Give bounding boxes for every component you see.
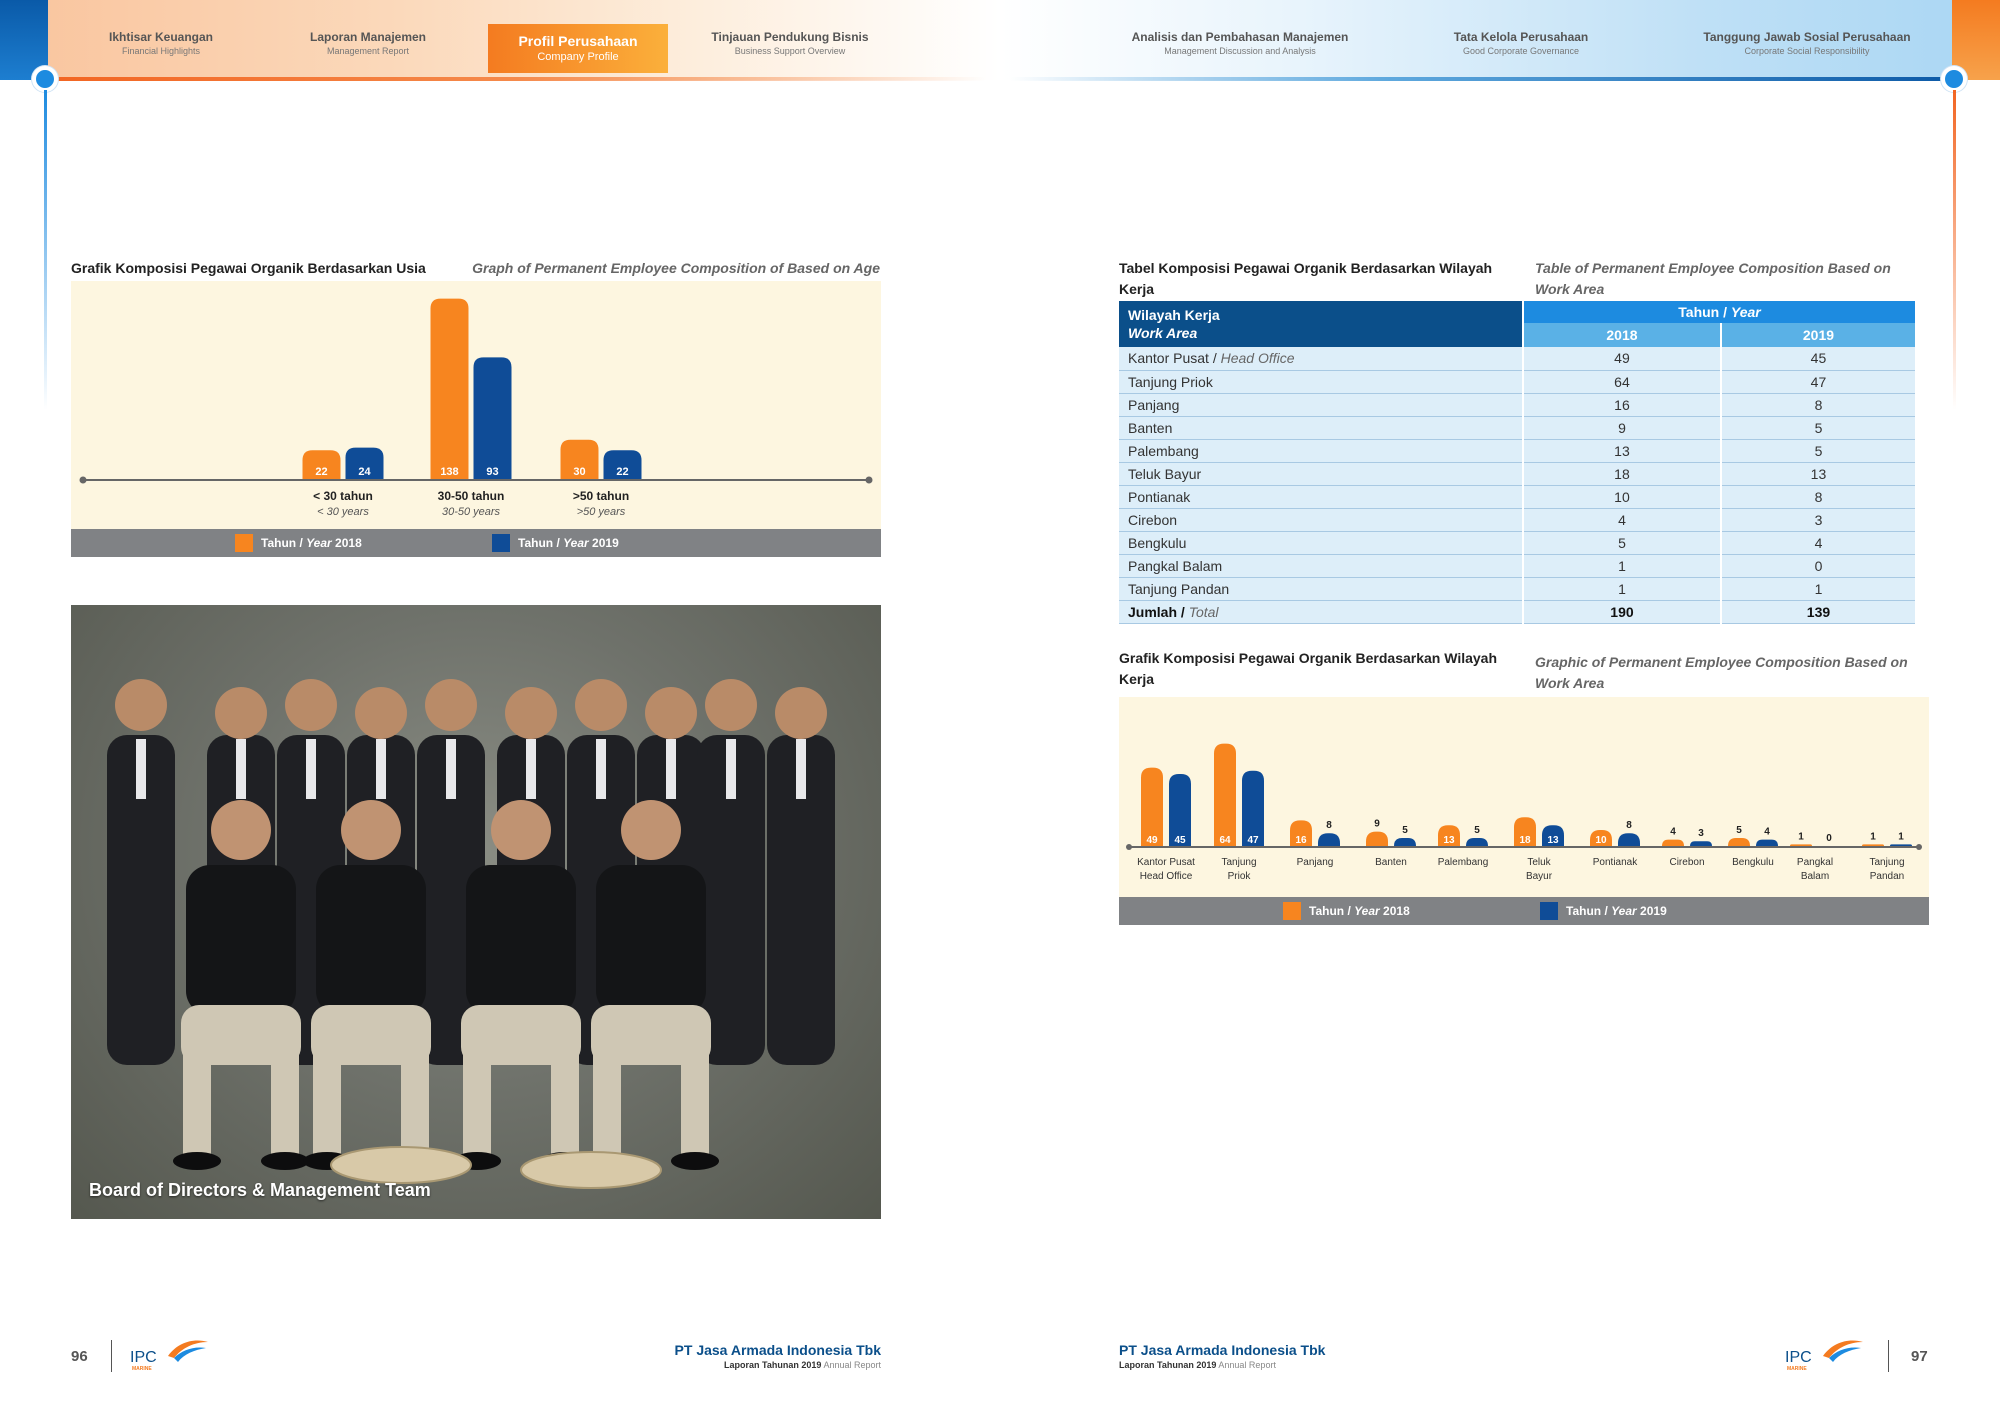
person-leg [313, 1055, 341, 1155]
nav-item-gcg[interactable] [1411, 30, 1631, 56]
person-shirt [666, 739, 676, 799]
nav-label: Profil Perusahaan [518, 33, 638, 49]
person-head [285, 679, 337, 731]
total-label: Jumlah [1128, 603, 1178, 620]
bar-value-label: 22 [616, 466, 629, 478]
table-row [1119, 577, 1915, 600]
person-shirt [596, 739, 606, 799]
table-row [1119, 439, 1915, 462]
table-title-en: Table of Permanent Employee Composition Based on Work Area [1535, 260, 1891, 297]
bar-value-label: 4 [1764, 826, 1770, 838]
nav-item-business-support[interactable] [680, 30, 900, 56]
bar-2019 [1690, 841, 1712, 846]
axis-end-dot [1916, 844, 1922, 850]
legend-prefix: Tahun / [261, 536, 303, 550]
bar-value-label: 30 [573, 466, 586, 478]
report-year: 2019 [1196, 1360, 1217, 1370]
legend-prefix: Tahun / [1566, 904, 1608, 918]
legend-year: 2019 [592, 536, 619, 550]
table-row [1119, 393, 1915, 416]
nav-item-financial-highlights[interactable] [51, 30, 271, 56]
legend-swatch-2018 [235, 534, 253, 552]
age-chart-legend [71, 529, 881, 557]
bar-value-label: 138 [440, 466, 459, 478]
bar-value-label: 64 [1219, 835, 1231, 846]
area-cell [1119, 370, 1523, 393]
bar-2019 [1466, 838, 1488, 846]
footer-separator-left [111, 1340, 112, 1372]
table-row [1119, 416, 1915, 439]
area-cell [1119, 416, 1523, 439]
category-label: Cirebon [1669, 857, 1705, 868]
col-header-year-id: Tahun / [1678, 304, 1731, 320]
table-row [1119, 462, 1915, 485]
person-shirt [446, 739, 456, 799]
value-2018: 1 [1523, 577, 1721, 600]
total-2018: 190 [1523, 600, 1721, 623]
table-row [1119, 554, 1915, 577]
bar-value-label: 47 [1247, 835, 1259, 846]
axis-end-dot [866, 477, 873, 484]
total-cell [1119, 600, 1523, 623]
logo-text: IPC [1785, 1349, 1812, 1366]
bar-value-label: 0 [1826, 833, 1832, 844]
legend-year: 2019 [1640, 904, 1667, 918]
area-name: Palembang [1128, 442, 1199, 459]
person-shirt-black [466, 865, 576, 1015]
category-label: Panjang [1296, 857, 1334, 868]
bar-2019 [1618, 833, 1640, 846]
bar-value-label: 5 [1402, 825, 1408, 836]
person-shirt [376, 739, 386, 799]
bar-value-label: 24 [358, 466, 371, 478]
legend-item-2018 [235, 534, 362, 552]
value-2018: 5 [1523, 531, 1721, 554]
bar-value-label: 45 [1174, 835, 1186, 846]
person-shirt-black [186, 865, 296, 1015]
category-label: 30-50 tahun [437, 489, 505, 503]
col-header-area-id: Wilayah Kerja [1128, 307, 1220, 323]
category-label: Palembang [1437, 857, 1489, 868]
value-2019: 1 [1721, 577, 1915, 600]
group-photo-illustration [71, 605, 881, 1219]
value-2019: 5 [1721, 416, 1915, 439]
table-row [1119, 370, 1915, 393]
bar-value-label: 8 [1326, 820, 1332, 832]
age-chart [71, 281, 881, 529]
person-leg [183, 1055, 211, 1155]
area-chart-title: Grafik Komposisi Pegawai Organik Berdasarkan Wilayah Kerja [1119, 650, 1498, 687]
age-chart-svg [71, 281, 881, 529]
person-leg [593, 1055, 621, 1155]
bar-2018 [1214, 744, 1236, 846]
person-head [505, 687, 557, 739]
value-2019: 5 [1721, 439, 1915, 462]
bar-value-label: 5 [1474, 825, 1480, 836]
logo-text: IPC [130, 1349, 157, 1366]
logo-subtext: MARINE [1787, 1366, 1807, 1372]
nav-sublabel: Good Corporate Governance [1462, 46, 1580, 56]
person-shoe [671, 1152, 719, 1170]
col-header-2018: 2018 [1523, 323, 1721, 347]
bar-value-label: 4 [1670, 826, 1676, 838]
bar-value-label: 8 [1626, 820, 1632, 832]
area-chart-svg [1119, 697, 1929, 897]
page-number-right: 97 [1911, 1348, 1928, 1365]
category-label: Balam [1800, 871, 1830, 882]
area-chart [1119, 697, 1929, 897]
bar-value-label: 1 [1798, 831, 1804, 843]
nav-label: Ikhtisar Keuangan [108, 30, 214, 44]
person-leg [681, 1055, 709, 1155]
person-head [491, 800, 551, 860]
legend-prefix: Tahun / [1309, 904, 1351, 918]
header-dot-left [32, 66, 58, 92]
area-cell [1119, 393, 1523, 416]
nav-label: Tata Kelola Perusahaan [1453, 30, 1589, 44]
report-year: 2019 [801, 1360, 822, 1370]
category-label-en: < 30 years [317, 506, 369, 518]
value-2019: 4 [1721, 531, 1915, 554]
bar-value-label: 13 [1443, 835, 1455, 846]
category-label: Tanjung [1221, 857, 1257, 868]
person-head [115, 679, 167, 731]
area-cell [1119, 347, 1523, 370]
legend-swatch-2019 [492, 534, 510, 552]
person-head [425, 679, 477, 731]
footer-company-right: PT Jasa Armada Indonesia Tbk [1119, 1342, 1326, 1358]
category-label-en: 30-50 years [441, 506, 501, 518]
footer-company-left: PT Jasa Armada Indonesia Tbk [674, 1342, 881, 1358]
person-head [355, 687, 407, 739]
age-chart-title: Grafik Komposisi Pegawai Organik Berdasarkan Usia [71, 260, 426, 276]
col-header-2019: 2019 [1721, 323, 1915, 347]
bar-2018 [1790, 844, 1812, 846]
area-name: Panjang [1128, 396, 1180, 413]
table-title: Tabel Komposisi Pegawai Organik Berdasarkan Wilayah Kerja [1119, 260, 1493, 297]
category-label: Pontianak [1592, 857, 1638, 868]
area-chart-legend [1119, 897, 1929, 925]
nav-sublabel: Financial Highlights [121, 46, 201, 56]
area-name: Cirebon [1128, 511, 1178, 528]
table-row [1119, 347, 1915, 370]
table-total-row [1119, 600, 1915, 623]
bar-value-label: 49 [1146, 835, 1158, 846]
person-shirt [796, 739, 806, 799]
value-2018: 49 [1523, 347, 1721, 370]
legend-word: Year [563, 536, 589, 550]
area-cell [1119, 462, 1523, 485]
bar-value-label: 22 [315, 466, 328, 478]
bar-value-label: 10 [1595, 835, 1607, 846]
legend-swatch-2018 [1283, 902, 1301, 920]
nav-label: Tinjauan Pendukung Bisnis [711, 30, 869, 44]
nav-label: Laporan Manajemen [309, 30, 427, 44]
nav-label: Analisis dan Pembahasan Manajemen [1131, 30, 1349, 44]
category-label: Kantor Pusat [1137, 857, 1195, 868]
bar-value-label: 5 [1736, 825, 1742, 836]
nav-sublabel: Company Profile [537, 51, 619, 63]
legend-item-2019 [492, 534, 619, 552]
col-header-year [1523, 301, 1915, 323]
area-name: Tanjung Priok [1128, 373, 1213, 390]
category-label: Head Office [1139, 871, 1193, 882]
area-cell [1119, 439, 1523, 462]
age-chart-title-en: Graph of Permanent Employee Composition of Based on Age [472, 260, 880, 276]
person-shirt [236, 739, 246, 799]
value-2018: 1 [1523, 554, 1721, 577]
area-name: Bengkulu [1128, 534, 1187, 551]
value-2019: 3 [1721, 508, 1915, 531]
value-2018: 64 [1523, 370, 1721, 393]
report-en: Annual Report [1218, 1360, 1276, 1370]
person-shoe [173, 1152, 221, 1170]
board-photo [71, 605, 881, 1219]
category-label: >50 tahun [572, 489, 630, 503]
value-2019: 8 [1721, 485, 1915, 508]
area-name: Tanjung Pandan [1128, 580, 1230, 597]
header-dot-right [1941, 66, 1967, 92]
area-cell [1119, 485, 1523, 508]
legend-item-2018 [1283, 902, 1410, 920]
area-cell [1119, 508, 1523, 531]
person-shirt-black [316, 865, 426, 1015]
area-cell [1119, 554, 1523, 577]
bar-2019 [474, 357, 512, 479]
value-2018: 16 [1523, 393, 1721, 416]
bar-value-label: 9 [1374, 818, 1380, 830]
bar-2018 [1862, 844, 1884, 846]
value-2019: 0 [1721, 554, 1915, 577]
bar-2019 [1318, 833, 1340, 846]
bar-2018 [1366, 832, 1388, 846]
person-head [775, 687, 827, 739]
person-leg [551, 1055, 579, 1155]
bar-value-label: 1 [1870, 831, 1876, 843]
nav-sublabel: Management Discussion and Analysis [1164, 46, 1316, 56]
legend-year: 2018 [335, 536, 362, 550]
ipc-marine-logo-left [128, 1336, 208, 1372]
col-header-year-en: Year [1730, 304, 1761, 320]
area-name-en: Head Office [1220, 350, 1295, 367]
table-row [1119, 531, 1915, 554]
category-label: Bengkulu [1732, 857, 1774, 868]
person-shirt-black [596, 865, 706, 1015]
value-2018: 9 [1523, 416, 1721, 439]
nav-item-mda[interactable] [1130, 30, 1350, 56]
legend-word: Year [1354, 904, 1380, 918]
nav-label: Tanggung Jawab Sosial Perusahaan [1703, 30, 1911, 44]
legend-word: Year [1611, 904, 1637, 918]
nav-sublabel: Business Support Overview [734, 46, 846, 56]
person-shoe [261, 1152, 309, 1170]
person-shirt [136, 739, 146, 799]
area-sep: / [1208, 350, 1221, 367]
value-2019: 8 [1721, 393, 1915, 416]
bar-2018 [1728, 838, 1750, 846]
person-leg [271, 1055, 299, 1155]
total-label-en: Total [1188, 603, 1219, 620]
category-label: Pangkal [1796, 857, 1834, 868]
category-label: Banten [1375, 857, 1407, 868]
col-header-area-en: Work Area [1128, 325, 1198, 341]
col-header-area [1119, 301, 1523, 347]
person-head [211, 800, 271, 860]
side-line-left [44, 90, 47, 410]
side-line-right [1953, 90, 1956, 410]
category-label: Priok [1227, 871, 1251, 882]
footer-separator-right [1888, 1340, 1889, 1372]
person-head [645, 687, 697, 739]
person-head [705, 679, 757, 731]
bar-2019 [1756, 840, 1778, 846]
legend-prefix: Tahun / [518, 536, 560, 550]
table-row [1119, 485, 1915, 508]
total-2019: 139 [1721, 600, 1915, 623]
category-label: < 30 tahun [313, 489, 373, 503]
legend-year: 2018 [1383, 904, 1410, 918]
person-leg [401, 1055, 429, 1155]
area-chart-title-en: Graphic of Permanent Employee Composition Based on Work Area [1535, 654, 1908, 691]
legend-swatch-2019 [1540, 902, 1558, 920]
area-name: Pangkal Balam [1128, 557, 1223, 574]
bar-2019 [1890, 844, 1912, 846]
person-leg [463, 1055, 491, 1155]
value-2018: 18 [1523, 462, 1721, 485]
value-2019: 45 [1721, 347, 1915, 370]
category-label: Teluk [1527, 857, 1551, 868]
table-row [1119, 508, 1915, 531]
bar-value-label: 93 [486, 466, 499, 478]
category-label-en: >50 years [576, 506, 626, 518]
area-cell [1119, 531, 1523, 554]
area-name: Kantor Pusat [1128, 350, 1209, 367]
logo-subtext: MARINE [132, 1366, 152, 1372]
bar-2018 [431, 299, 469, 479]
report-label: Laporan Tahunan [1119, 1360, 1194, 1370]
person-head [341, 800, 401, 860]
area-name: Teluk Bayur [1128, 465, 1202, 482]
person-head [575, 679, 627, 731]
person-shirt [306, 739, 316, 799]
header-line-right [1010, 77, 1950, 81]
report-label: Laporan Tahunan [724, 1360, 799, 1370]
category-label: Bayur [1525, 871, 1553, 882]
report-en: Annual Report [823, 1360, 881, 1370]
work-area-table [1119, 301, 1915, 624]
photo-caption: Board of Directors & Management Team [89, 1180, 431, 1200]
bar-value-label: 1 [1898, 831, 1904, 843]
area-name: Pontianak [1128, 488, 1191, 505]
nav-sublabel: Corporate Social Responsibility [1744, 46, 1870, 56]
person-shirt [726, 739, 736, 799]
ipc-marine-logo-right [1783, 1336, 1863, 1372]
area-name: Banten [1128, 419, 1173, 436]
axis-end-dot [80, 477, 87, 484]
nav-item-company-profile[interactable] [488, 24, 668, 73]
category-label: Tanjung [1869, 857, 1905, 868]
header-line-left [46, 77, 986, 81]
nav-item-management-report[interactable] [258, 30, 478, 56]
value-2019: 13 [1721, 462, 1915, 485]
value-2018: 13 [1523, 439, 1721, 462]
page-number-left: 96 [71, 1348, 88, 1365]
axis-end-dot [1126, 844, 1132, 850]
value-2018: 10 [1523, 485, 1721, 508]
footer-report-right [1119, 1360, 1276, 1370]
bar-value-label: 13 [1547, 835, 1559, 846]
legend-word: Year [306, 536, 332, 550]
legend-item-2019 [1540, 902, 1667, 920]
value-2018: 4 [1523, 508, 1721, 531]
person-shirt [526, 739, 536, 799]
category-label: Pandan [1869, 871, 1905, 882]
person-head [621, 800, 681, 860]
person-head [215, 687, 267, 739]
bar-value-label: 3 [1698, 828, 1704, 840]
value-2019: 47 [1721, 370, 1915, 393]
nav-sublabel: Management Report [326, 46, 410, 56]
total-sep: / [1177, 603, 1189, 620]
nav-item-csr[interactable] [1697, 30, 1917, 56]
bar-value-label: 16 [1295, 835, 1307, 846]
bar-2019 [1394, 838, 1416, 846]
bar-2018 [1662, 840, 1684, 846]
footer-report-left [640, 1360, 881, 1370]
bar-value-label: 18 [1519, 835, 1531, 846]
area-cell [1119, 577, 1523, 600]
